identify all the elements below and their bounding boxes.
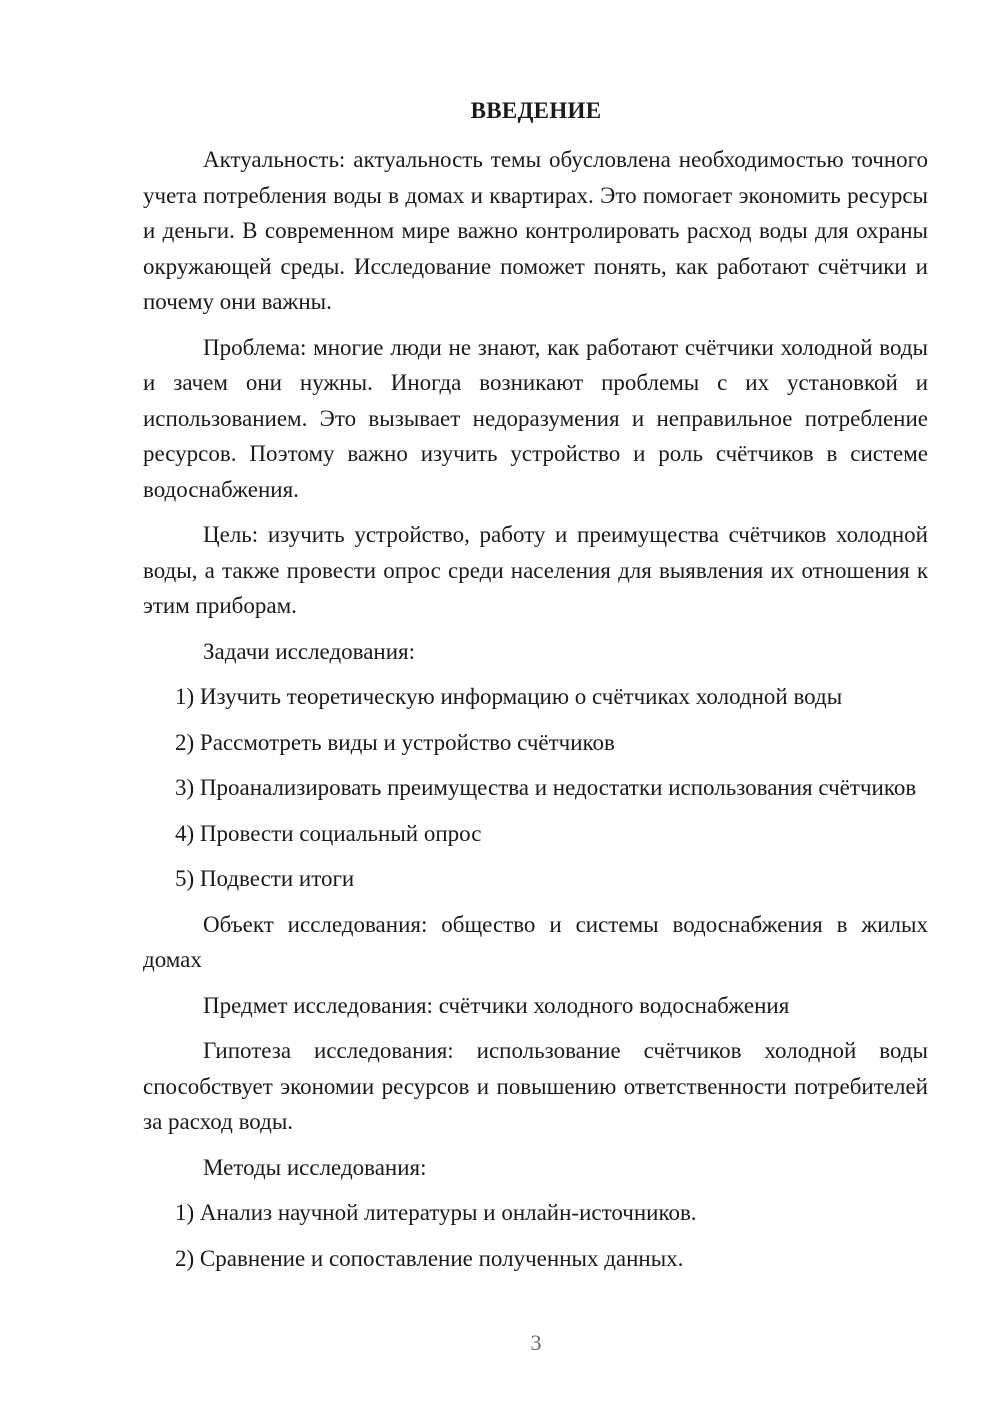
document-body [143,142,928,1286]
task-item-2: 2) Рассмотреть виды и устройство счётчиков [175,729,615,755]
methods-heading: Методы исследования: [203,1154,427,1180]
paragraph-subject: Предмет исследования: счётчики холодного водоснабжения [203,992,790,1018]
method-item-1: 1) Анализ научной литературы и онлайн-источников. [175,1200,697,1225]
method-item-2: 2) Сравнение и сопоставление полученных данных. [175,1245,684,1271]
paragraph-object: Объект исследования: общество и системы водоснабжения в жилых домах [143,911,928,972]
task-item-3: 3) Проанализировать преимущества и недостатки использования счётчиков [175,775,917,800]
paragraph-problem: Проблема: многие люди не знают, как работают счётчики холодной воды и зачем они нужны. Иногда возникают проблемы с их установкой и использованием. Это вызывает недоразумения и неправильное потребление ресурсов. Поэтому важно изучить устройство и роль счётчиков в системе водоснабжения. [143,334,928,502]
paragraph-relevance: Актуальность: актуальность темы обусловлена необходимостью точного учета потребления воды в домах и квартирах. Это помогает экономить ресурсы и деньги. В современном мире важно контролировать расход воды для охраны окружающей среды. Исследование поможет понять, как работают счётчики и почему они важны. [143,147,928,314]
page-number: 3 [530,1330,542,1355]
paragraph-hypothesis: Гипотеза исследования: использование счётчиков холодной воды способствует экономии ресурсов и повышению ответственности потребителей за расход воды. [143,1038,928,1134]
page-title: ВВЕДЕНИЕ [470,98,602,123]
task-item-1: 1) Изучить теоретическую информацию о счётчиках холодной воды [175,684,843,709]
task-item-5: 5) Подвести итоги [175,866,355,891]
task-item-4: 4) Провести социальный опрос [175,820,482,846]
paragraph-goal: Цель: изучить устройство, работу и преимущества счётчиков холодной воды, а также провести опрос среди населения для выявления их отношения к этим приборам. [143,522,928,618]
tasks-heading: Задачи исследования: [203,638,416,664]
